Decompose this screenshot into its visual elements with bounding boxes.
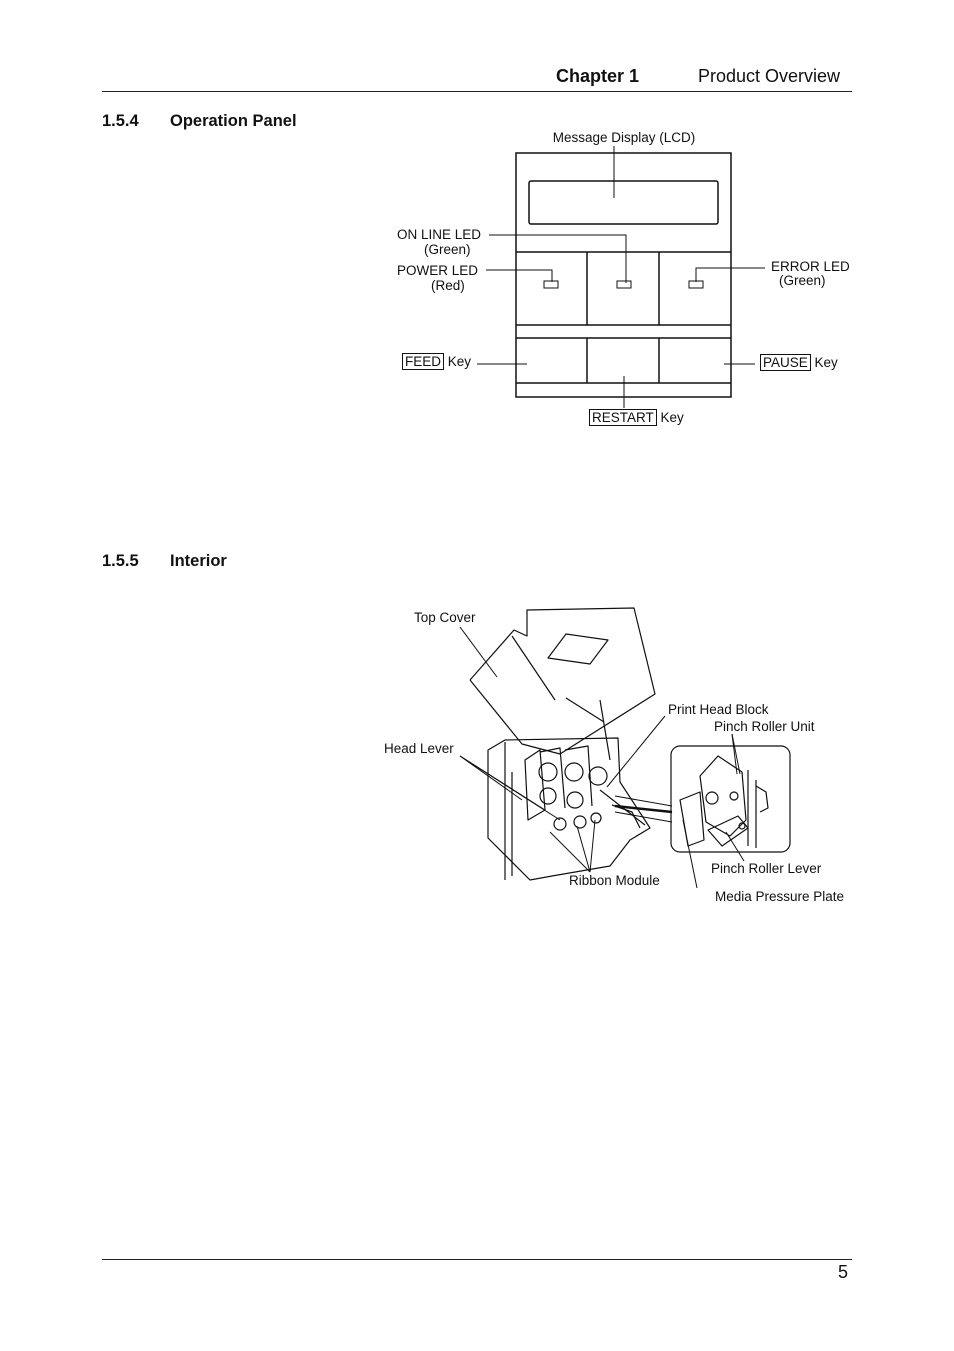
section-number-operation-panel: 1.5.4 [102,112,139,130]
section-number-interior: 1.5.5 [102,552,139,570]
section-title-interior: Interior [170,552,227,570]
label-power-led: POWER LED [397,263,479,278]
label-top-cover: Top Cover [414,610,476,625]
page-number: 5 [838,1262,849,1282]
label-online-led: ON LINE LED [397,227,482,242]
feed-key-name: FEED [402,353,444,370]
footer-rule [102,1259,852,1260]
chapter-label: Chapter 1 [556,66,640,86]
section-title-operation-panel: Operation Panel [170,112,297,130]
label-message-display: Message Display (LCD) [552,130,696,145]
pause-key-name: PAUSE [760,354,811,371]
top-cover [470,608,655,754]
chapter-title: Product Overview [698,66,841,86]
label-media-pressure-plate: Media Pressure Plate [715,889,845,904]
label-error-led-color: (Green) [779,273,826,288]
label-power-led-color: (Red) [431,278,465,293]
label-pinch-roller-unit: Pinch Roller Unit [714,719,815,734]
pause-key-suffix: Key [814,355,838,370]
restart-key-suffix: Key [660,410,684,425]
label-pinch-roller-lever: Pinch Roller Lever [711,861,822,876]
label-print-head-block: Print Head Block [668,702,769,717]
label-head-lever: Head Lever [384,741,454,756]
restart-key-name: RESTART [589,409,657,426]
label-error-led: ERROR LED [771,259,850,274]
feed-key-suffix: Key [447,354,472,369]
label-online-led-color: (Green) [424,242,471,257]
label-ribbon-module: Ribbon Module [569,873,660,888]
